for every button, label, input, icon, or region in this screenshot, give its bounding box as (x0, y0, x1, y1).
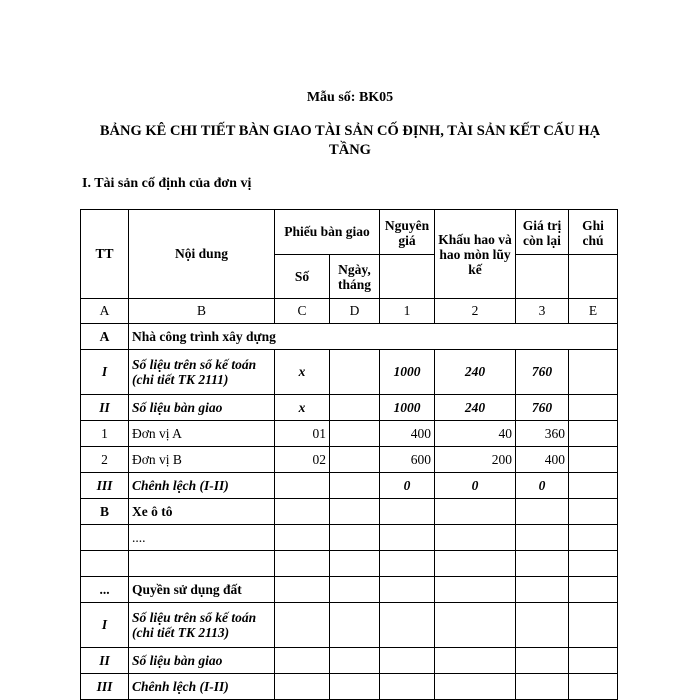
row-content: Đơn vị B (129, 447, 275, 473)
header-slip-no: Số (275, 255, 330, 299)
table-row (81, 525, 618, 551)
row-slip-no (275, 551, 330, 577)
header-row (81, 210, 618, 255)
header-slip-date: Ngày, tháng (330, 255, 380, 299)
row-tt: III (81, 473, 129, 499)
row-slip-date (330, 648, 380, 674)
row-content: Chênh lệch (I-II) (129, 473, 275, 499)
row-slip-date (330, 421, 380, 447)
table-row (81, 421, 618, 447)
row-content: Quyền sử dụng đất (129, 577, 275, 603)
row-residual-value (516, 577, 569, 603)
row-slip-date (330, 525, 380, 551)
column-code: A (81, 299, 129, 324)
row-note (569, 525, 618, 551)
row-slip-no (275, 577, 330, 603)
row-residual-value: 360 (516, 421, 569, 447)
header-blank-cell (380, 255, 435, 299)
row-tt: ... (81, 577, 129, 603)
header-depreciation: Khấu hao và hao mòn lũy kế (435, 210, 516, 299)
column-code: 2 (435, 299, 516, 324)
row-original-cost (380, 525, 435, 551)
row-content: Xe ô tô (129, 499, 275, 525)
column-code: D (330, 299, 380, 324)
row-slip-no (275, 525, 330, 551)
header-tt: TT (81, 210, 129, 299)
row-slip-no (275, 648, 330, 674)
row-depreciation: 200 (435, 447, 516, 473)
row-original-cost: 0 (380, 473, 435, 499)
row-note (569, 551, 618, 577)
row-residual-value (516, 648, 569, 674)
row-slip-date (330, 499, 380, 525)
row-depreciation: 0 (435, 473, 516, 499)
row-original-cost (380, 577, 435, 603)
row-residual-value (516, 499, 569, 525)
row-slip-no (275, 603, 330, 648)
row-content: Số liệu bàn giao (129, 395, 275, 421)
row-tt: III (81, 674, 129, 700)
header-original-cost: Nguyên giá (380, 210, 435, 255)
row-note (569, 499, 618, 525)
row-depreciation (435, 577, 516, 603)
row-residual-value: 400 (516, 447, 569, 473)
row-depreciation (435, 648, 516, 674)
row-content: Đơn vị A (129, 421, 275, 447)
table-row (81, 324, 618, 350)
row-tt: 1 (81, 421, 129, 447)
column-code: B (129, 299, 275, 324)
row-slip-no: x (275, 395, 330, 421)
row-note (569, 577, 618, 603)
row-slip-date (330, 577, 380, 603)
row-content: Nhà công trình xây dựng (129, 324, 618, 350)
row-tt: II (81, 648, 129, 674)
row-depreciation (435, 551, 516, 577)
row-content: .... (129, 525, 275, 551)
header-blank-cell (569, 255, 618, 299)
row-slip-date (330, 551, 380, 577)
row-content: Số liệu bàn giao (129, 648, 275, 674)
form-number: Mẫu số: BK05 (306, 90, 394, 105)
row-depreciation (435, 603, 516, 648)
row-original-cost (380, 551, 435, 577)
row-depreciation (435, 525, 516, 551)
row-slip-no (275, 499, 330, 525)
row-content: Số liệu trên sổ kế toán (chi tiết TK 2111) (129, 350, 275, 395)
row-slip-date (330, 603, 380, 648)
row-tt: I (81, 603, 129, 648)
row-residual-value (516, 525, 569, 551)
row-residual-value: 0 (516, 473, 569, 499)
column-code: 1 (380, 299, 435, 324)
row-residual-value (516, 551, 569, 577)
row-depreciation: 40 (435, 421, 516, 447)
row-note (569, 350, 618, 395)
row-slip-no (275, 674, 330, 700)
column-code-row (81, 299, 618, 324)
table-row (81, 577, 618, 603)
row-content (129, 551, 275, 577)
table-row (81, 395, 618, 421)
row-depreciation (435, 674, 516, 700)
row-slip-no: x (275, 350, 330, 395)
row-original-cost (380, 603, 435, 648)
row-residual-value: 760 (516, 395, 569, 421)
row-note (569, 395, 618, 421)
row-note (569, 421, 618, 447)
header-content: Nội dung (129, 210, 275, 299)
document-title: BẢNG KÊ CHI TIẾT BÀN GIAO TÀI SẢN CỐ ĐỊNH, TÀI SẢN KẾT CẤU HẠ TẦNG (99, 123, 601, 158)
row-slip-date (330, 395, 380, 421)
row-depreciation: 240 (435, 395, 516, 421)
column-code: E (569, 299, 618, 324)
table-row (81, 447, 618, 473)
row-tt: A (81, 324, 129, 350)
row-slip-no: 02 (275, 447, 330, 473)
row-content: Số liệu trên sổ kế toán (chi tiết TK 2113) (129, 603, 275, 648)
table-row (81, 499, 618, 525)
section-heading: I. Tài sản cố định của đơn vị (82, 176, 252, 191)
row-tt: I (81, 350, 129, 395)
row-slip-date (330, 674, 380, 700)
row-note (569, 603, 618, 648)
header-residual-value: Giá trị còn lại (516, 210, 569, 255)
table-row (81, 603, 618, 648)
row-original-cost (380, 648, 435, 674)
row-note (569, 674, 618, 700)
asset-handover-table (80, 209, 618, 700)
row-note (569, 447, 618, 473)
row-slip-date (330, 473, 380, 499)
row-slip-no: 01 (275, 421, 330, 447)
row-original-cost (380, 499, 435, 525)
row-note (569, 648, 618, 674)
row-residual-value: 760 (516, 350, 569, 395)
header-handover-slip: Phiếu bàn giao (275, 210, 380, 255)
row-original-cost: 1000 (380, 350, 435, 395)
header-blank-cell (516, 255, 569, 299)
table-row (81, 648, 618, 674)
row-original-cost: 400 (380, 421, 435, 447)
table-row (81, 674, 618, 700)
row-original-cost (380, 674, 435, 700)
row-tt: B (81, 499, 129, 525)
row-content: Chênh lệch (I-II) (129, 674, 275, 700)
row-residual-value (516, 674, 569, 700)
column-code: C (275, 299, 330, 324)
row-tt (81, 551, 129, 577)
header-note: Ghi chú (569, 210, 618, 255)
row-residual-value (516, 603, 569, 648)
table-row (81, 350, 618, 395)
table-row (81, 551, 618, 577)
row-slip-date (330, 350, 380, 395)
row-tt (81, 525, 129, 551)
row-depreciation (435, 499, 516, 525)
row-slip-no (275, 473, 330, 499)
row-original-cost: 600 (380, 447, 435, 473)
table-row (81, 473, 618, 499)
row-note (569, 473, 618, 499)
row-tt: II (81, 395, 129, 421)
row-depreciation: 240 (435, 350, 516, 395)
row-tt: 2 (81, 447, 129, 473)
row-original-cost: 1000 (380, 395, 435, 421)
column-code: 3 (516, 299, 569, 324)
row-slip-date (330, 447, 380, 473)
